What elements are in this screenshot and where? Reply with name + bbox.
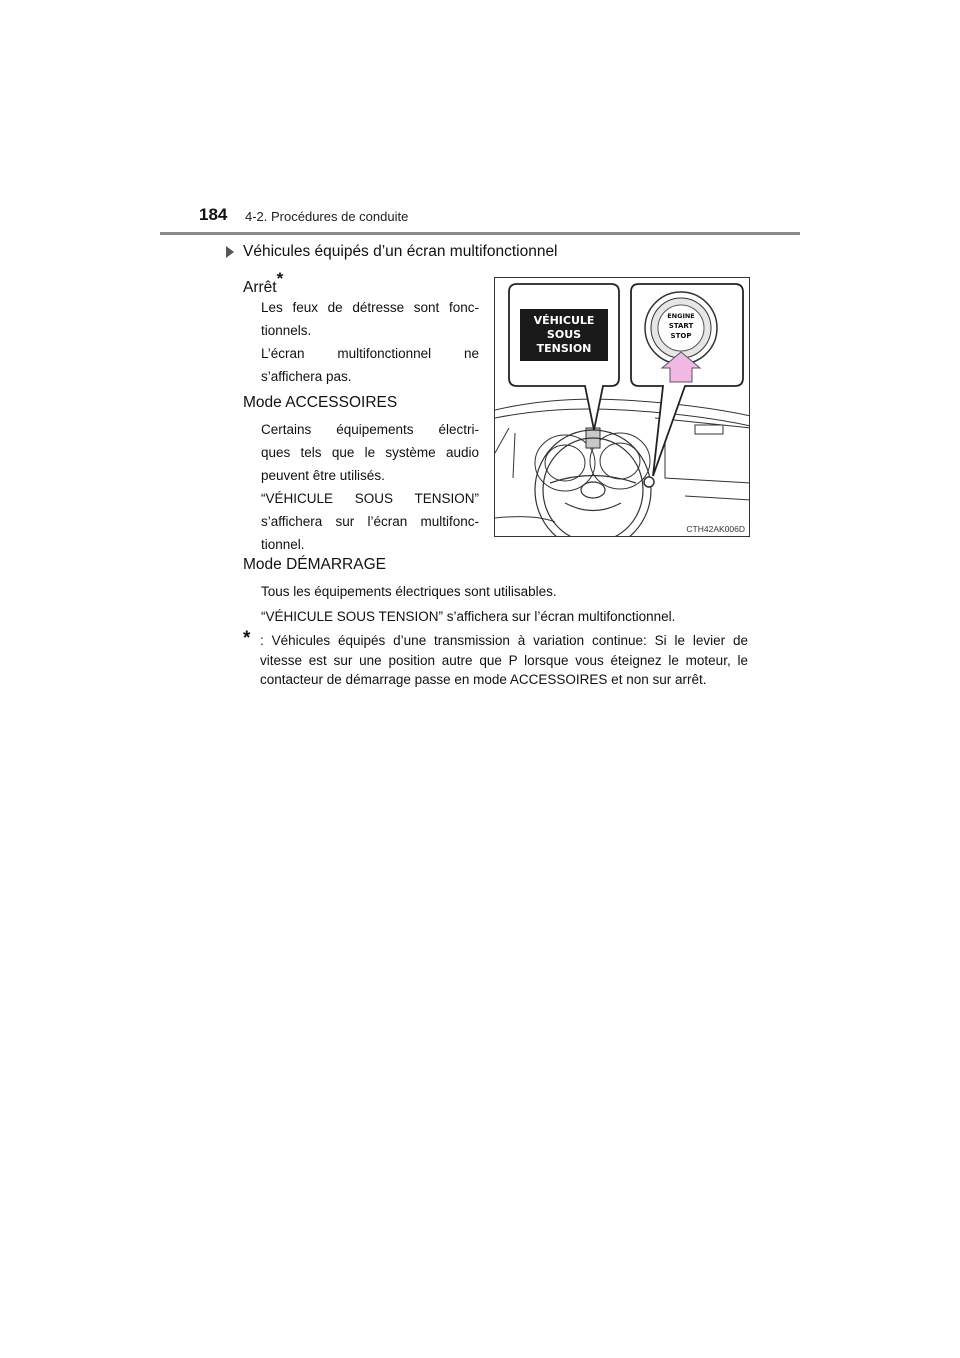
button-text-line-3: STOP	[670, 332, 692, 340]
illustration	[494, 277, 750, 537]
mode-off-title: Arrêt*	[243, 269, 284, 297]
dashboard-vent	[695, 425, 723, 434]
display-text-line-2: SOUS	[546, 328, 582, 341]
mode-off-paragraph-1: Les feux de détresse sont fonc- tionnels.	[261, 300, 479, 338]
illustration-drawing	[495, 278, 750, 537]
footnote-reference: *	[276, 269, 284, 288]
button-text-line-1: ENGINE	[667, 312, 695, 320]
bullet-heading	[226, 243, 558, 261]
display-text-line-1: VÉHICULE	[533, 314, 595, 327]
footnote-mark: *	[243, 628, 251, 649]
footnote-text: : Véhicules équipés d’une transmission à variation continue: Si le levier de vitesse est sur une position autre que P lorsque vous éteignez le moteur, le contacteur de démarrage passe en mode ACCESSOIRES et non sur arrêt.	[260, 633, 748, 687]
start-button-on-dash	[644, 477, 654, 487]
section-title: 4-2. Procédures de conduite	[245, 209, 409, 224]
display-text-line-3: TENSION	[536, 342, 592, 355]
triangle-bullet-icon	[226, 246, 234, 258]
mode-off-paragraph-2: L’écran multifonctionnel ne s’affichera pas.	[261, 346, 479, 384]
footnote	[243, 628, 748, 690]
mode-start-paragraph-1: Tous les équipements électriques sont utilisables.	[261, 584, 557, 599]
mode-accessory-paragraph-2: “VÉHICULE SOUS TENSION” s’affichera sur l’écran multifonc- tionnel.	[261, 491, 479, 552]
mode-accessory-paragraph-1: Certains équipements électri- ques tels que le système audio peuvent être utilisés.	[261, 422, 479, 483]
mode-start-title: Mode DÉMARRAGE	[243, 556, 386, 573]
page-number: 184	[199, 205, 228, 224]
button-text-line-2: START	[668, 322, 694, 330]
dashboard-lines	[495, 399, 750, 522]
mode-accessory-title: Mode ACCESSOIRES	[243, 394, 398, 411]
figure-caption: CTH42AK006D	[686, 524, 745, 534]
mode-start-paragraph-2: “VÉHICULE SOUS TENSION” s’affichera sur l’écran multifonctionnel.	[261, 609, 676, 624]
bullet-heading-text: Véhicules équipés d’un écran multifonctionnel	[243, 243, 558, 260]
header-rule	[160, 232, 800, 235]
